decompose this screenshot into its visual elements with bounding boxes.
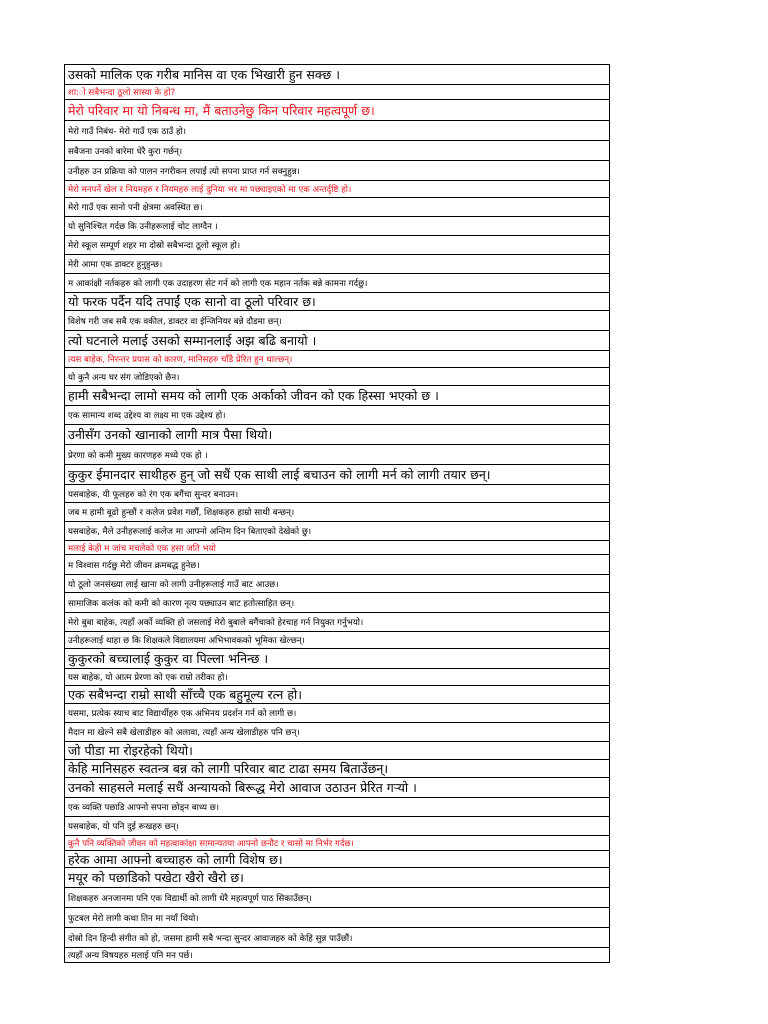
table-row bbox=[65, 311, 609, 331]
table-row bbox=[65, 293, 609, 311]
row-text: उनीहरूलाई थाहा छ कि शिक्षकले विद्यालयमा अभिभावकको भूमिका खेल्छन्। bbox=[68, 636, 305, 646]
row-text: म आकांक्षी नर्तकहरु को लागी एक उदाहरण सेट गर्न को लागी एक महान नर्तक बन्ने कामना गर्दछु। bbox=[68, 279, 368, 289]
row-text: जब म हामी बूढो हुन्छौं र कलेज प्रवेश गर्छौं, शिक्षकहरु हाम्रो साथी बन्छन्। bbox=[68, 508, 295, 518]
row-text: मेरो मनपर्ने खेल र नियमहरु र नियमहरु लाई दुनिया भर मा पछ्याइएको मा एक अन्तर्दृष्टि हो। bbox=[68, 185, 352, 195]
table-row bbox=[65, 522, 609, 541]
row-text: त्यस बाहेक, निरन्तर प्रयास को कारण, मानिसहरु चाँडै प्रेरित हुन थाल्छन्। bbox=[68, 355, 293, 365]
table-row bbox=[65, 217, 609, 236]
row-text: एक सामान्य शब्द उद्देश्य वा लक्ष्य मा एक उद्देश्य हो। bbox=[68, 411, 226, 421]
table-row bbox=[65, 555, 609, 575]
table-row bbox=[65, 465, 609, 485]
row-text: यसबाहेक, यो पनि दुई रूखहरु छन्। bbox=[68, 822, 179, 832]
row-text: यो ठूलो जनसंख्या लाई खाना को लागी उनीहरूलाई गाउँ बाट आउछ। bbox=[68, 579, 279, 590]
row-text: म विश्वास गर्दछु मेरो जीवन क्रमबद्ध हुनेछ। bbox=[68, 560, 200, 571]
row-text: मेरो बुबा बाहेक, त्यहाँ अर्को व्यक्ति हो जसलाई मेरो बुबाले बगैंचाको हेरचाह गर्न नियुक्त गर्नुभयो। bbox=[68, 618, 364, 628]
row-text: उनको साहसले मलाई सधैं अन्यायको बिरूद्ध मेरो आवाज उठाउन प्रेरित गर्‍यो । bbox=[68, 780, 417, 795]
row-text: कुकुरको बच्चालाई कुकुर वा पिल्ला भनिन्छ । bbox=[68, 651, 269, 666]
table-row bbox=[65, 836, 609, 851]
row-text: मयूर को पछाडिको पखेटा खैरो खैरो छ। bbox=[68, 870, 244, 885]
table-row bbox=[65, 686, 609, 704]
row-text: सामाजिक कलंक को कमी को कारण नृत्य पछ्याउन बाट हतोत्साहित छन्। bbox=[68, 598, 295, 609]
row-text: यसबाहेक, यी फूलहरु को रंग एक बगैंचा सुन्दर बनाउन। bbox=[68, 489, 239, 500]
row-text: मैदान मा खेल्ने सबै खेलाडीहरु को अलावा, त्यहाँ अन्य खेलाडीहरु पनि छन्। bbox=[68, 728, 300, 738]
row-text: यो फरक पर्दैन यदि तपाईं एक सानो वा ठूलो परिवार छ। bbox=[68, 294, 316, 309]
table-row bbox=[65, 760, 609, 778]
table-row bbox=[65, 649, 609, 669]
table-row bbox=[65, 331, 609, 351]
table-row bbox=[65, 445, 609, 465]
row-text: सबैजना उनको बारेमा धेरै कुरा गर्छन्। bbox=[68, 146, 183, 157]
row-text: हामी सबैभन्दा लामो समय को लागी एक अर्काको जीवन को एक हिस्सा भएको छ । bbox=[68, 388, 439, 403]
table-row bbox=[65, 817, 609, 836]
row-text: कुनै पनि व्यक्तिको जीवन को महत्वाकांक्षा सामान्यतया आफ्नो छनौट र चासो मा निर्भर गर्दछ। bbox=[68, 839, 354, 849]
table-row bbox=[65, 503, 609, 522]
table-row bbox=[65, 613, 609, 632]
row-text: फुटबल मेरो लागी कथा तिन मा नयाँ थियो। bbox=[68, 913, 199, 924]
row-text: यस बाहेक, यो आत्म प्रेरणा को एक राम्रो तरीका हो। bbox=[68, 673, 228, 683]
row-text: विशेष गरी जब सबै एक वकील, डाक्टर वा ईन्जिनियर बन्ने दौडमा छन्। bbox=[68, 316, 282, 327]
table-row bbox=[65, 368, 609, 386]
table-row bbox=[65, 85, 609, 100]
text-table bbox=[64, 64, 610, 963]
table-row bbox=[65, 742, 609, 760]
row-text: यसबाहेक, मैले उनीहरूलाई कलेज मा आफ्नो अन्तिम दिन बिताएको देखेको छु। bbox=[68, 527, 312, 537]
row-text: शिक्षकहरु अनजानमा पनि एक विद्यार्थी को लागी धेरै महत्वपूर्ण पाठ सिकाउँछन्। bbox=[68, 893, 312, 904]
table-row bbox=[65, 575, 609, 593]
table-row bbox=[65, 181, 609, 198]
table-row bbox=[65, 141, 609, 161]
row-text: मेरो गाउँ निबंध- मेरो गाउँ एक ठाउँ हो। bbox=[68, 126, 187, 137]
row-text: उनीसँग उनको खानाको लागी मात्र पैसा थियो। bbox=[68, 427, 273, 442]
table-row bbox=[65, 888, 609, 908]
table-row bbox=[65, 100, 609, 121]
table-row bbox=[65, 425, 609, 445]
table-row bbox=[65, 669, 609, 686]
table-row bbox=[65, 632, 609, 649]
row-text: त्यहाँ अन्य विषयहरु मलाई पनि मन पर्छ। bbox=[68, 951, 193, 961]
table-row bbox=[65, 406, 609, 425]
row-text: शा:ो सबैभन्दा ठूलो सास्या के हो? bbox=[68, 88, 176, 98]
table-row bbox=[65, 386, 609, 406]
table-row bbox=[65, 274, 609, 293]
table-row bbox=[65, 198, 609, 217]
table-row bbox=[65, 948, 609, 963]
table-row bbox=[65, 851, 609, 868]
table-row bbox=[65, 121, 609, 141]
row-text: मेरो परिवार मा यो निबन्ध मा, मैं बताउनेछु किन परिवार महत्वपूर्ण छ। bbox=[68, 102, 375, 118]
table-row bbox=[65, 351, 609, 368]
row-text: यसमा, प्रत्येक स्याच बाट विद्यार्थीहरु एक अभिनय प्रदर्शन गर्न को लागी छ। bbox=[68, 709, 297, 719]
table-row bbox=[65, 778, 609, 798]
row-text: यो कुनै अन्य घर संग जोडिएको छैन। bbox=[68, 372, 180, 383]
row-text: मेरो गाउँ एक सानो पनी क्षेत्रमा अवस्थित छ। bbox=[68, 203, 203, 213]
row-text: एक व्यक्ति पछाडि आफ्नो सपना छोड्न बाध्य छ। bbox=[68, 803, 220, 813]
row-text: प्रेरणा को कमी मुख्य कारणहरु मध्ये एक हो । bbox=[68, 450, 208, 461]
row-text: उसको मालिक एक गरीब मानिस वा एक भिखारी हुन सक्छ । bbox=[68, 67, 340, 82]
table-row bbox=[65, 236, 609, 255]
row-text: केहि मानिसहरु स्वतन्त्र बन्न को लागी परिवार बाट टाढा समय बिताउँछन्। bbox=[68, 761, 389, 776]
table-row bbox=[65, 908, 609, 928]
row-text: मेरी आमा एक डाक्टर हुनुहुन्छ। bbox=[68, 260, 163, 270]
table-row bbox=[65, 65, 609, 85]
row-text: कुकुर ईमानदार साथीहरु हुन् जो सधैं एक साथी लाई बचाउन को लागी मर्न को लागी तयार छन्। bbox=[68, 467, 491, 482]
row-text: एक सबैभन्दा राम्रो साथी साँच्चै एक बहुमूल्य रत्न हो। bbox=[68, 687, 302, 702]
row-text: दोस्रो दिन हिन्दी संगीत को हो, जसमा हामी सबै भन्दा सुन्दर आवाजहरु को केहि सुन्न पाउँछौं। bbox=[68, 933, 353, 944]
row-text: हरेक आमा आफ्नो बच्चाहरु को लागी विशेष छ। bbox=[68, 851, 283, 867]
table-row bbox=[65, 593, 609, 613]
row-text: मेरो स्कूल सम्पूर्ण शहर मा दोस्रो सबैभन्दा ठूलो स्कूल हो। bbox=[68, 241, 241, 251]
table-row bbox=[65, 541, 609, 555]
row-text: जो पीडा मा रोइरहेको थियो। bbox=[68, 743, 193, 758]
row-text: यो सुनिश्चित गर्दछ कि उनीहरूलाई चोट लाग्दैन । bbox=[68, 222, 218, 232]
table-row bbox=[65, 928, 609, 948]
table-row bbox=[65, 723, 609, 742]
table-row bbox=[65, 255, 609, 274]
table-row bbox=[65, 704, 609, 723]
row-text: मलाई केही म जांच मचलेको एक हसा जति भयो bbox=[68, 543, 216, 554]
row-text: उनीहरु उन प्रक्रिया को पालन नगरीकन लपाईं त्यो सपना प्राप्त गर्न सक्नुहुन्न। bbox=[68, 166, 300, 177]
table-row bbox=[65, 798, 609, 817]
table-row bbox=[65, 868, 609, 888]
table-row bbox=[65, 161, 609, 181]
table-row bbox=[65, 485, 609, 503]
row-text: त्यो घटनाले मलाई उसको सम्मानलाई अझ बढि बनायो । bbox=[68, 333, 317, 348]
